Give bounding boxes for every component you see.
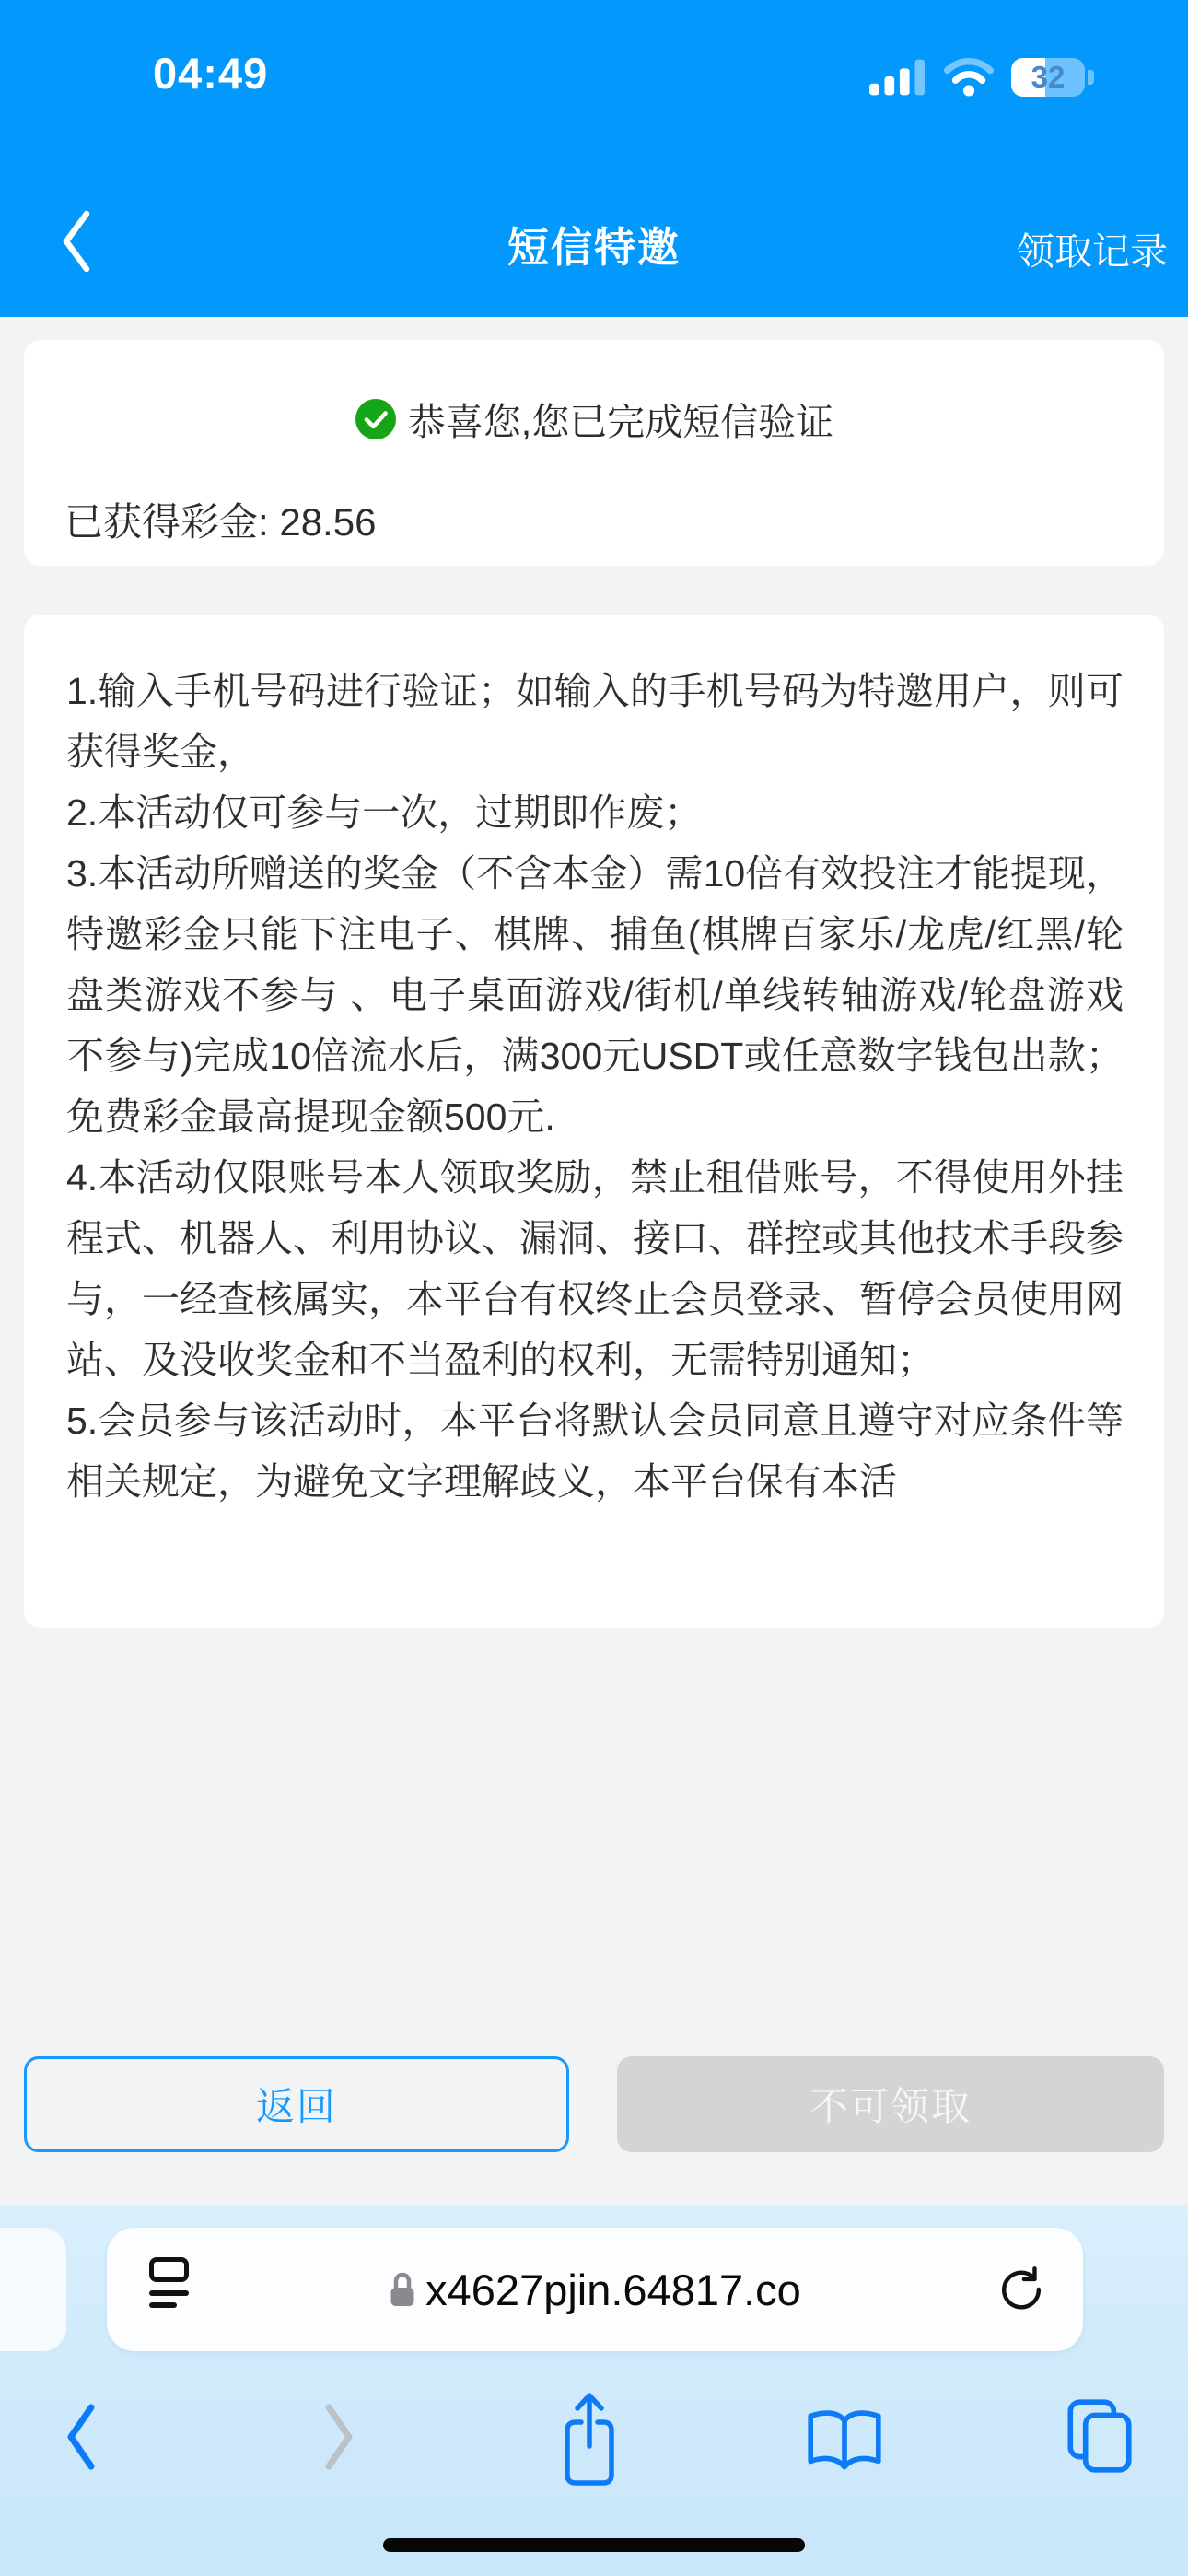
rule-item: 2.本活动仅可参与一次，过期即作废； — [66, 791, 703, 834]
verification-result-card — [24, 340, 1164, 566]
previous-tab-edge[interactable] — [0, 2228, 66, 2351]
success-check-icon — [355, 398, 397, 440]
wifi-icon — [943, 56, 995, 99]
address-bar[interactable] — [107, 2228, 1083, 2351]
lock-icon — [389, 2270, 416, 2309]
battery-nub — [1088, 70, 1094, 85]
claim-records-link[interactable]: 领取记录 — [1017, 230, 1168, 273]
status-icons — [869, 55, 1085, 100]
tabs-icon[interactable] — [1061, 2396, 1136, 2476]
rule-item: 5.会员参与该活动时，本平台将默认会员同意且遵守对应条件等相关规定，为避免文字理解歧义，本平台保有本活 — [66, 1399, 1124, 1503]
activity-rules-card — [24, 615, 1164, 1628]
safari-bottom-bar — [0, 2205, 1188, 2576]
browser-forward-icon[interactable] — [319, 2400, 361, 2474]
verification-success-message: 恭喜您,您已完成短信验证 — [407, 401, 834, 443]
browser-back-icon[interactable] — [59, 2400, 101, 2474]
bookmarks-icon[interactable] — [803, 2406, 886, 2477]
share-icon[interactable] — [560, 2389, 619, 2490]
url-text: x4627pjin.64817.co — [425, 2265, 801, 2314]
status-and-nav-header — [0, 0, 1188, 317]
rule-item: 3.本活动所赠送的奖金（不含本金）需10倍有效投注才能提现，特邀彩金只能下注电子、棋牌、捕鱼(棋牌百家乐/龙虎/红黑/轮盘类游戏不参与 、电子桌面游戏/街机/单线转轴游戏/轮盘游戏不参与)完成10倍流水后，满300元USDT或任意数字钱包出款；免费彩金最高提现金额500元. — [66, 852, 1124, 1138]
bonus-amount-text: 已获得彩金: 28.56 — [64, 500, 377, 544]
return-button[interactable]: 返回 — [24, 2056, 569, 2152]
rule-item: 1.输入手机号码进行验证；如输入的手机号码为特邀用户，则可获得奖金， — [66, 670, 1124, 773]
cellular-signal-icon — [869, 56, 926, 99]
reload-icon[interactable] — [996, 2265, 1046, 2314]
claim-disabled-button[interactable]: 不可领取 — [617, 2056, 1164, 2152]
rule-item: 4.本活动仅限账号本人领取奖励，禁止租借账号，不得使用外挂程式、机器人、利用协议、漏洞、接口、群控或其他技术手段参与，一经查核属实，本平台有权终止会员登录、暂停会员使用网站、及没收奖金和不当盈利的权利，无需特别通知； — [66, 1156, 1124, 1381]
page-title: 短信特邀 — [507, 224, 681, 271]
battery-percent: 32 — [1031, 60, 1066, 94]
clock-time: 04:49 — [153, 49, 269, 98]
battery-icon — [1011, 58, 1085, 97]
home-indicator[interactable] — [383, 2538, 805, 2552]
